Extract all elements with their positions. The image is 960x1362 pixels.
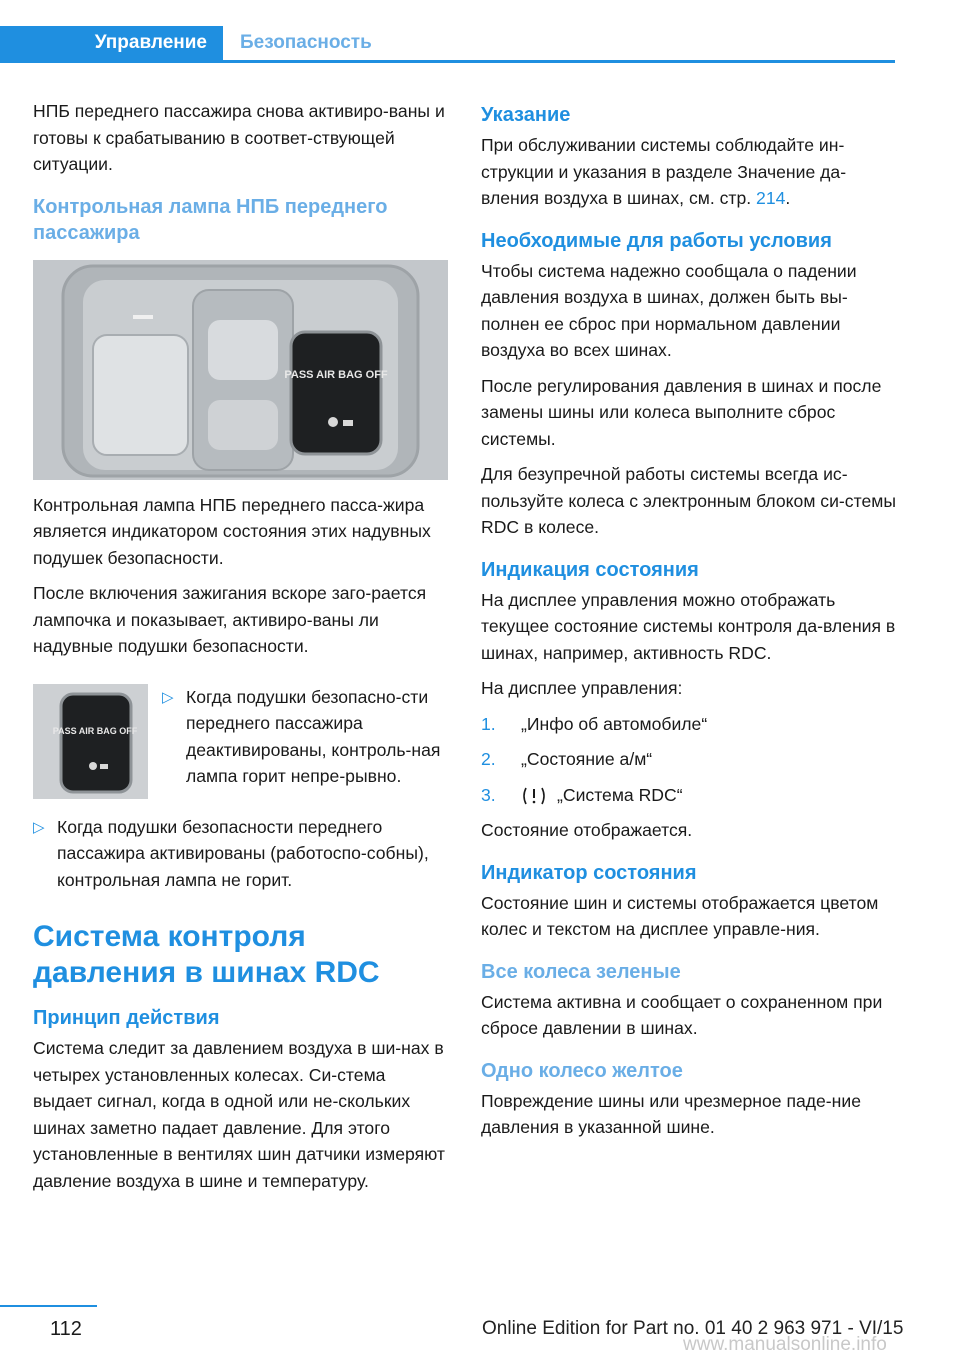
airbag-off-lamp-thumbnail — [33, 684, 148, 799]
edition-text: Online Edition for Part no. 01 40 2 963 971 - VI/15 — [482, 1318, 904, 1339]
yellow-paragraph: Повреждение шины или чрезмерное паде-ние давления в указанной шине. — [481, 1090, 861, 1137]
conditions-paragraph-3: Для безупречной работы системы всегда ис-пользуйте колеса с электронным блоком си-стемы RDC в колесе. — [481, 464, 896, 537]
airbag-off-lamp-icon — [33, 684, 148, 799]
section-title-rdc: Система контроля давления в шинах RDC — [33, 920, 380, 989]
bullet-item — [162, 684, 448, 790]
heading-principle: Принцип действия — [33, 1007, 220, 1029]
heading-conditions: Необходимые для работы условия — [481, 229, 832, 252]
page-number: 112 — [50, 1318, 82, 1340]
note-end: . — [785, 188, 791, 208]
thumbnail-bullet-block — [33, 684, 448, 802]
triangle-bullet-icon: ▷ — [33, 818, 45, 836]
photo-pass-airbag-off-label: PASS AIR BAG OFF — [284, 368, 388, 381]
step-number: 3. — [481, 784, 496, 805]
watermark: www.manualsonline.info — [683, 1334, 887, 1355]
heading-note: Указание — [481, 104, 571, 126]
list-item — [481, 746, 901, 773]
tire-pressure-warning-icon — [521, 785, 547, 807]
list-item — [481, 782, 901, 809]
step-number: 2. — [481, 749, 496, 769]
lamp-description-2: После включения зажигания вскоре заго-рается лампочка и показывает, активиро-ваны ли надувные подушки безопасности. — [33, 583, 427, 656]
heading-one-yellow: Одно колесо желтое — [481, 1059, 683, 1082]
bullet-item — [33, 814, 448, 894]
left-column — [33, 98, 448, 1203]
step-text: „Состояние а/м“ — [521, 749, 653, 769]
conditions-paragraph-1: Чтобы система надежно сообщала о падении давления воздуха в шинах, должен быть вы-полнен ее сброс при нормальном давлении воздуха во всех шинах. — [481, 260, 857, 360]
heading-airbag-lamp: Контрольная лампа НПБ переднего пассажира — [33, 195, 388, 244]
header-tab-inactive[interactable]: Безопасность — [240, 32, 372, 53]
list-item — [481, 711, 901, 738]
thumbnail-pass-airbag-off-label: PASS AIR BAG OFF — [52, 725, 138, 736]
heading-status-display: Индикация состояния — [481, 558, 699, 581]
step-text: „Система RDC“ — [557, 784, 683, 805]
airbag-switch-photo — [33, 260, 448, 480]
right-column — [481, 98, 901, 1150]
display-paragraph-1: На дисплее управления можно отображать текущее состояние системы контроля да-вления в шинах, например, активность RDC. — [481, 589, 896, 663]
display-paragraph-2: На дисплее управления: — [481, 678, 683, 698]
bullet-text: Когда подушки безопасности переднего пассажира активированы (работоспо-собны), контрольная лампа не горит. — [57, 816, 429, 890]
header-rule — [0, 60, 895, 63]
note-paragraph — [481, 132, 901, 212]
heading-status-indicator: Индикатор состояния — [481, 861, 697, 884]
step-content — [521, 782, 683, 809]
page-reference-link[interactable]: 214 — [756, 188, 786, 208]
indicator-paragraph: Состояние шин и системы отображается цветом колес и текстом на дисплее управле-ния. — [481, 892, 879, 939]
step-number: 1. — [481, 713, 496, 734]
triangle-bullet-icon: ▷ — [162, 688, 174, 706]
steps-list — [481, 711, 901, 809]
header-tab-active[interactable]: Управление — [0, 26, 223, 60]
conditions-paragraph-2: После регулирования давления в шинах и после замены шины или колеса выполните сброс системы. — [481, 375, 882, 449]
airbag-panel-illustration — [33, 260, 448, 480]
principle-paragraph: Система следит за давлением воздуха в ши-нах в четырех установленных колесах. Си-стема выдает сигнал, когда в одной или не-скольких шинах заметно падает давление. Для этого установленные в вентилях шин датчики измеряют давление воздуха в шине и температуру. — [33, 1038, 445, 1191]
step-text: „Инфо об автомобиле“ — [521, 713, 708, 734]
heading-all-green: Все колеса зеленые — [481, 960, 681, 983]
green-paragraph: Система активна и сообщает о сохраненном при сбросе давлении в шинах. — [481, 991, 883, 1038]
intro-paragraph: НПБ переднего пассажира снова активиро-ваны и готовы к срабатыванию в соответ-ствующей ситуации. — [33, 101, 445, 174]
note-text: При обслуживании системы соблюдайте ин-струкции и указания в разделе Значение да-вления воздуха в шинах, см. стр. — [481, 135, 847, 208]
bullet-text: Когда подушки безопасно-сти переднего пассажира деактивированы, контроль-ная лампа горит непре-рывно. — [186, 686, 441, 786]
display-paragraph-3: Состояние отображается. — [481, 820, 693, 840]
footer-rule — [0, 1305, 97, 1307]
lamp-description-1: Контрольная лампа НПБ переднего пасса-жира является индикатором состояния этих надувных подушек безопасности. — [33, 494, 431, 568]
